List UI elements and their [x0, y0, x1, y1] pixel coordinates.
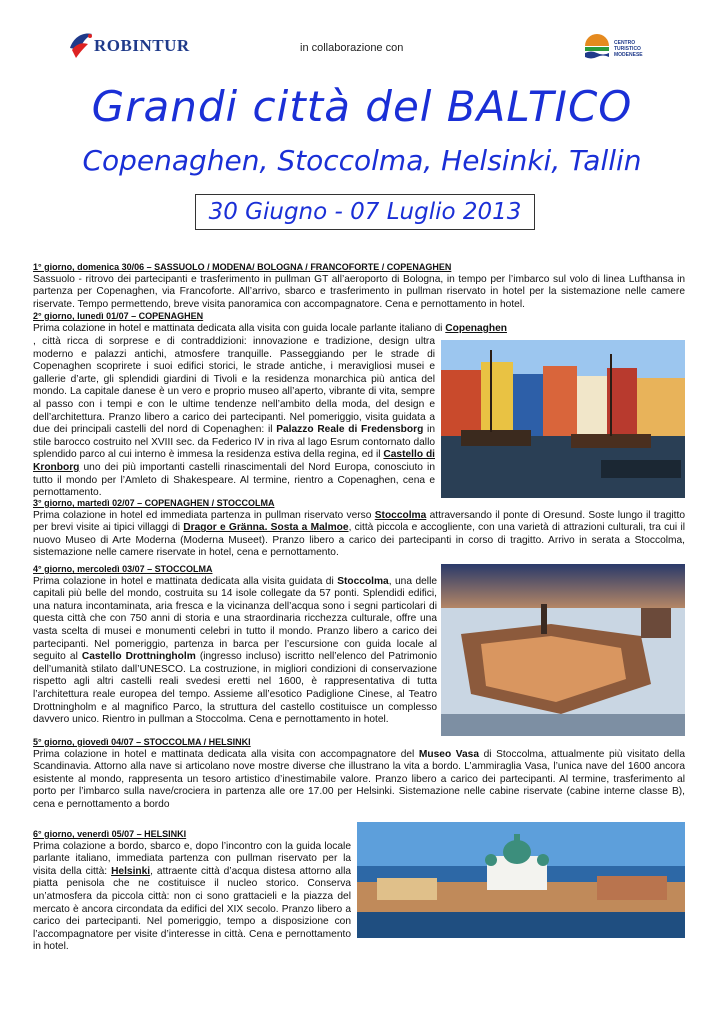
stockholm-image: [441, 564, 685, 736]
copenhagen-image: [441, 340, 685, 498]
collaboration-note: in collaborazione con: [300, 42, 404, 54]
robintur-logo: [66, 28, 190, 68]
kronborg-keyword: Castello di Kronborg: [33, 449, 435, 473]
day-4-section: 4° giorno, mercoledì 03/07 – STOCCOLMA Prima colazione in hotel e mattinata dedicata alla visita guidata di Stoccolma, una delle capitali più belle del mondo, costruita su 14 isole collegate da 57 ponti. Splendidi edifici, una natura incontaminata, aria fresca e la vicinanza dell’acqua sono i segni particolari di questa città che con 750 anni di storia e una straordinaria ricchezza culturale, offre una vasta scelta di musei e monumenti celebri in tutto il mondo. Pranzo libero a carico dei partecipanti. Nel pomeriggio, partenza in barca per l’escursione con guida locale al seguito al Castello Drottningholm (ingresso incluso) iscritto nell’elenco del Patrimonio dell’umanità stilato dall’UNESCO. La costruzione, in migliori condizioni di conservazione rispetto agli altri castelli reali svedesi eretti nel 1600, è rappresentativa di tutta l’architettura reale europea del tempo. Assieme all’esotico Padiglione Cinese, al Teatro Drottningholm e al magnifico Parco, la struttura del castello costituisce un complesso davvero unico. Rientro in pullman a Stoccolma. Cena e pernottamento in hotel.: [33, 564, 437, 726]
day-6-heading: 6° giorno, venerdì 05/07 – HELSINKI: [33, 829, 187, 839]
fredensborg-keyword: Palazzo Reale di Fredensborg: [276, 424, 424, 436]
helsinki-photo: [357, 822, 685, 938]
drottningholm-keyword: Castello Drottningholm: [81, 651, 196, 663]
helsinki-keyword: Helsinki: [111, 865, 151, 877]
stoccolma-keyword-2: Stoccolma: [337, 575, 389, 587]
copenhagen-photo: [441, 340, 685, 498]
day-5-section: 5° giorno, giovedì 04/07 – STOCCOLMA / HELSINKI Prima colazione in hotel e mattinata dedicata alla visita con accompagnatore del Museo Vasa di Stoccolma, attualmente più visitato della Scandinavia. Attorno alla nave si articolano nove mostre diverse che illustrano la vita a bordo. L’ammiraglia Vasa, l’unica nave del 1600 ancora esistente al mondo, rappresenta un tesoro artistico d’inestimabile valore. Pranzo libero a carico dei partecipanti. Al termine, trasferimento al porto per l’imbarco sulla nave/crociera in partenza alle ore 17.00 per Helsinki. Sistemazione nelle cabine riservate (cabine interne classe B), cena e pernottamento a bordo: [33, 737, 685, 810]
day-1-heading: 1° giorno, domenica 30/06 – SASSUOLO / MODENA/ BOLOGNA / FRANCOFORTE / COPENAGHEN: [33, 262, 452, 272]
stoccolma-keyword: Stoccolma: [374, 509, 427, 521]
date-box: 30 Giugno - 07 Luglio 2013: [195, 194, 535, 230]
day-3-section: 3° giorno, martedì 02/07 – COPENAGHEN / STOCCOLMA Prima colazione in hotel ed immediata partenza in pullman riservato verso Stoccolma attraversando il ponte di Oresund. Soste lungo il tragitto per brevi visite ai tipici villaggi di Dragor e Gränna. Sosta a Malmoe, città piccola e accogliente, con una varietà di attrazioni culturali, tra cui il nuovo Museo di Arte Moderna (Moderna Museet). Pranzo libero a carico dei partecipanti in corso di tragitto. Arrivo in serata a Stoccolma, sistemazione nelle camere riservate in hotel, cena e pernottamento.: [33, 498, 685, 559]
copenhagen-keyword: Copenaghen: [445, 323, 507, 334]
day-5-heading: 5° giorno, giovedì 04/07 – STOCCOLMA / HELSINKI: [33, 737, 251, 747]
dragor-keyword: Dragor e Gränna. Sosta a Malmoe: [183, 522, 349, 534]
logo-text: ROBINTUR: [94, 36, 190, 55]
day-1-section: [33, 261, 685, 311]
day-1-text: Sassuolo - ritrovo dei partecipanti e trasferimento in pullman GT all’aeroporto di Bologna, in tempo per l’imbarco sul volo di linea Lufthansa in partenza per Copenaghen, via Francoforte. All’arrivo, sbarco e trasferimento in pullman riservato in hotel per la sistemazione nelle camere riservate. Tempo permettendo, breve visita panoramica con accompagnatore. Cena e pernottamento in hotel.: [33, 273, 685, 310]
day-2-text: , città ricca di sorprese e di contraddizioni: innovazione e tradizione, design ultra moderno e palazzi antichi, atmosfere tranquille. Passeggiando per le strade di Copenaghen scoprirete i suoi edifici storici, le strade antiche, i meravigliosi musei e gallerie d’arte, gli splendidi giardini di Tivoli e la residenza monarchica più antica del mondo. La capitale danese è un vero e proprio museo all’aperto, vibrante di vita, sempre al passo con i tempi e con le ultime tendenze nell’ambito della moda, del design e dell’architettura. Pranzo libero a carico dei partecipanti. Nel pomeriggio, visita guidata a due dei principali castelli del nord di Copenaghen: il Palazzo Reale di Fredensborg in stile barocco costruito nel XVIII sec. da Federico IV in riva al lago Esrum contornato dallo splendido parco al cui interno è immesa la residenza estiva della regina, ed il Castello di Kronborg uno dei più importanti castelli rinascimentali del Nord Europa, conosciuto in tutto il mondo per l’Amleto di Shakespeare. Al termine, rientro a Copenaghen, cena e pernottamento.: [33, 336, 435, 499]
stockholm-photo: [441, 564, 685, 736]
logo-right-text: CENTRO TURISTICO MODENESE: [614, 40, 643, 58]
day-2-heading: 2° giorno, lunedì 01/07 – COPENAGHEN: [33, 311, 204, 321]
day-2-first-line: Prima colazione in hotel e mattinata dedicata alla visita con guida locale parlante italiano di Copenaghen: [33, 323, 507, 334]
centro-turistico-logo: [582, 30, 662, 66]
helsinki-image: [357, 822, 685, 938]
page-title: Grandi città del BALTICO: [91, 82, 633, 131]
wave-logo-icon: [582, 32, 612, 62]
day-3-heading: 3° giorno, martedì 02/07 – COPENAGHEN / STOCCOLMA: [33, 498, 275, 508]
page-subtitle: Copenaghen, Stoccolma, Helsinki, Tallin: [82, 144, 642, 177]
day-4-heading: 4° giorno, mercoledì 03/07 – STOCCOLMA: [33, 564, 213, 574]
museo-vasa-keyword: Museo Vasa: [418, 748, 480, 760]
bird-logo-icon: [66, 28, 96, 62]
day-6-section: 6° giorno, venerdì 05/07 – HELSINKI Prima colazione a bordo, sbarco e, dopo l’incontro con la guida locale parlante italiano, immediata partenza con pullman riservato per la visita della città: Helsinki, attraente città d’acqua distesa attorno alla piatta penisola che ne costituisce il nucleo storico. Conserva un’atmosfera da piccola città: non ci sono grattacieli e la piazza del mercato è ancora circondata da edifici del XIX secolo. Pranzo libero a carico dei partecipanti. Nel pomeriggio, tempo a disposizione con l’accompagnatore per visite d’interesse in città. Cena e pernottamento in hotel.: [33, 829, 351, 953]
